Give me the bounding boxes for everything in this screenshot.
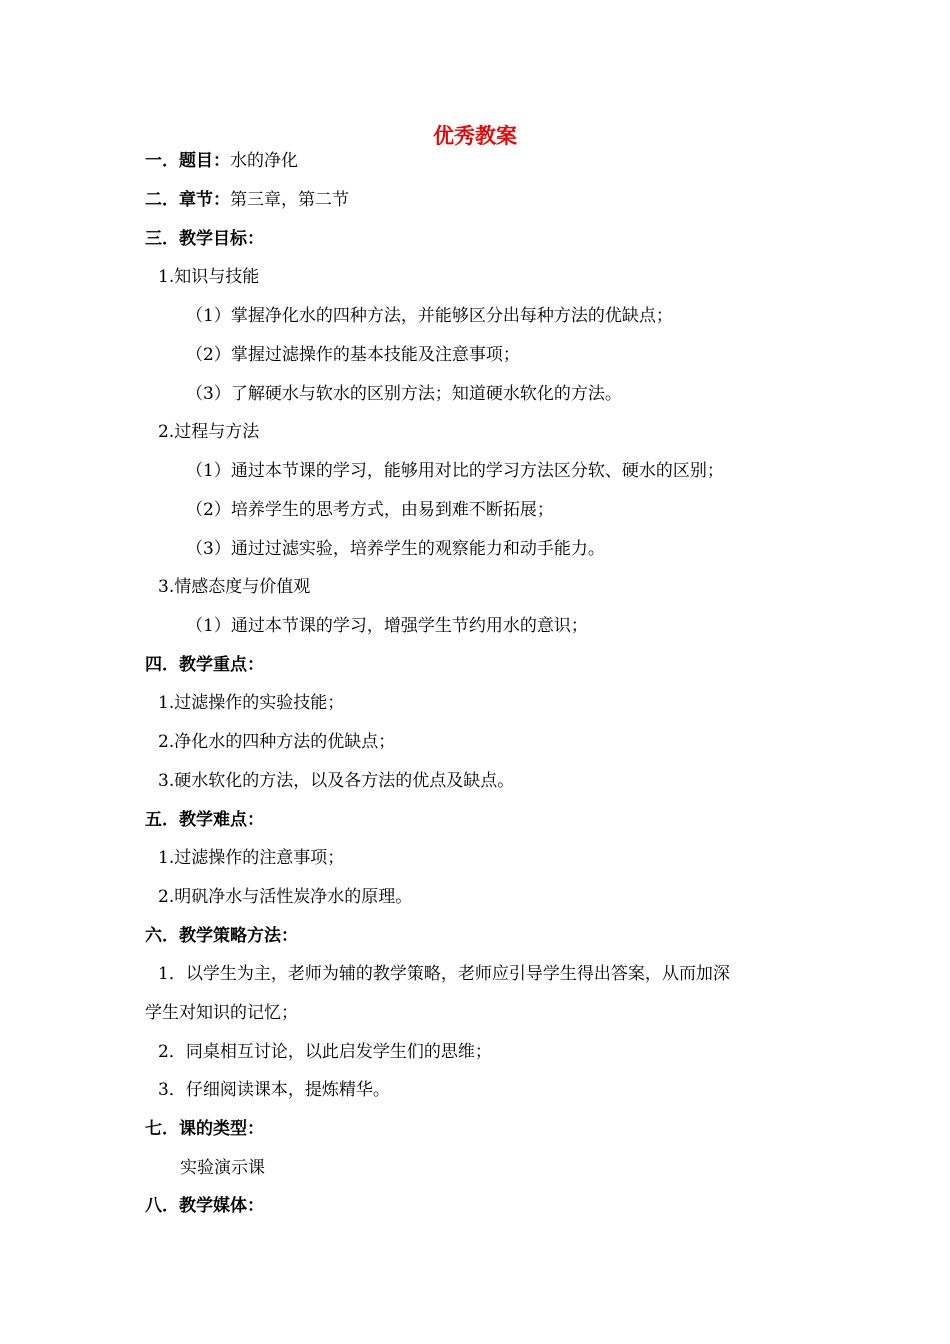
list-item: 1.过滤操作的实验技能； xyxy=(158,693,345,713)
section-heading: 一．题目： xyxy=(145,151,230,171)
list-item: 1.过滤操作的注意事项； xyxy=(158,848,345,868)
section-text: 第三章，第二节 xyxy=(230,190,349,210)
list-item-continuation: 学生对知识的记忆； xyxy=(145,1003,298,1023)
section-heading-lesson-type: 七．课的类型： xyxy=(145,1119,264,1139)
document-title: 优秀教案 xyxy=(433,123,517,148)
list-item: （2）培养学生的思考方式，由易到难不断拓展； xyxy=(186,500,554,520)
section-topic xyxy=(145,148,298,174)
list-item: （3）了解硬水与软水的区别方法；知道硬水软化的方法。 xyxy=(186,384,622,404)
section-heading-media: 八．教学媒体： xyxy=(145,1196,264,1216)
list-item: 2.明矾净水与活性炭净水的原理。 xyxy=(158,887,413,907)
subheading: 1.知识与技能 xyxy=(158,267,260,287)
section-heading-goals: 三．教学目标： xyxy=(145,229,264,249)
section-text: 实验演示课 xyxy=(180,1158,265,1178)
list-item: （1）通过本节课的学习，能够用对比的学习方法区分软、硬水的区别； xyxy=(186,461,724,481)
subheading: 2.过程与方法 xyxy=(158,422,260,442)
list-item: （1）通过本节课的学习，增强学生节约用水的意识； xyxy=(186,616,588,636)
subheading: 3.情感态度与价值观 xyxy=(158,577,311,597)
section-text: 水的净化 xyxy=(230,151,298,171)
list-item: （3）通过过滤实验，培养学生的观察能力和动手能力。 xyxy=(186,539,605,559)
list-item: 3.硬水软化的方法，以及各方法的优点及缺点。 xyxy=(158,771,515,791)
list-item: 1．以学生为主，老师为辅的教学策略，老师应引导学生得出答案，从而加深 xyxy=(158,964,730,984)
list-item: 2.净化水的四种方法的优缺点； xyxy=(158,732,396,752)
list-item: 2．同桌相互讨论，以此启发学生们的思维； xyxy=(158,1042,492,1062)
list-item: （2）掌握过滤操作的基本技能及注意事项； xyxy=(186,345,520,365)
list-item: （1）掌握净化水的四种方法，并能够区分出每种方法的优缺点； xyxy=(186,306,673,326)
section-heading-strategy: 六．教学策略方法： xyxy=(145,926,298,946)
section-heading-key-points: 四．教学重点： xyxy=(145,655,264,675)
section-chapter xyxy=(145,187,349,213)
section-heading: 二．章节： xyxy=(145,190,230,210)
list-item: 3．仔细阅读课本，提炼精华。 xyxy=(158,1080,390,1100)
section-heading-difficulties: 五．教学难点： xyxy=(145,810,264,830)
